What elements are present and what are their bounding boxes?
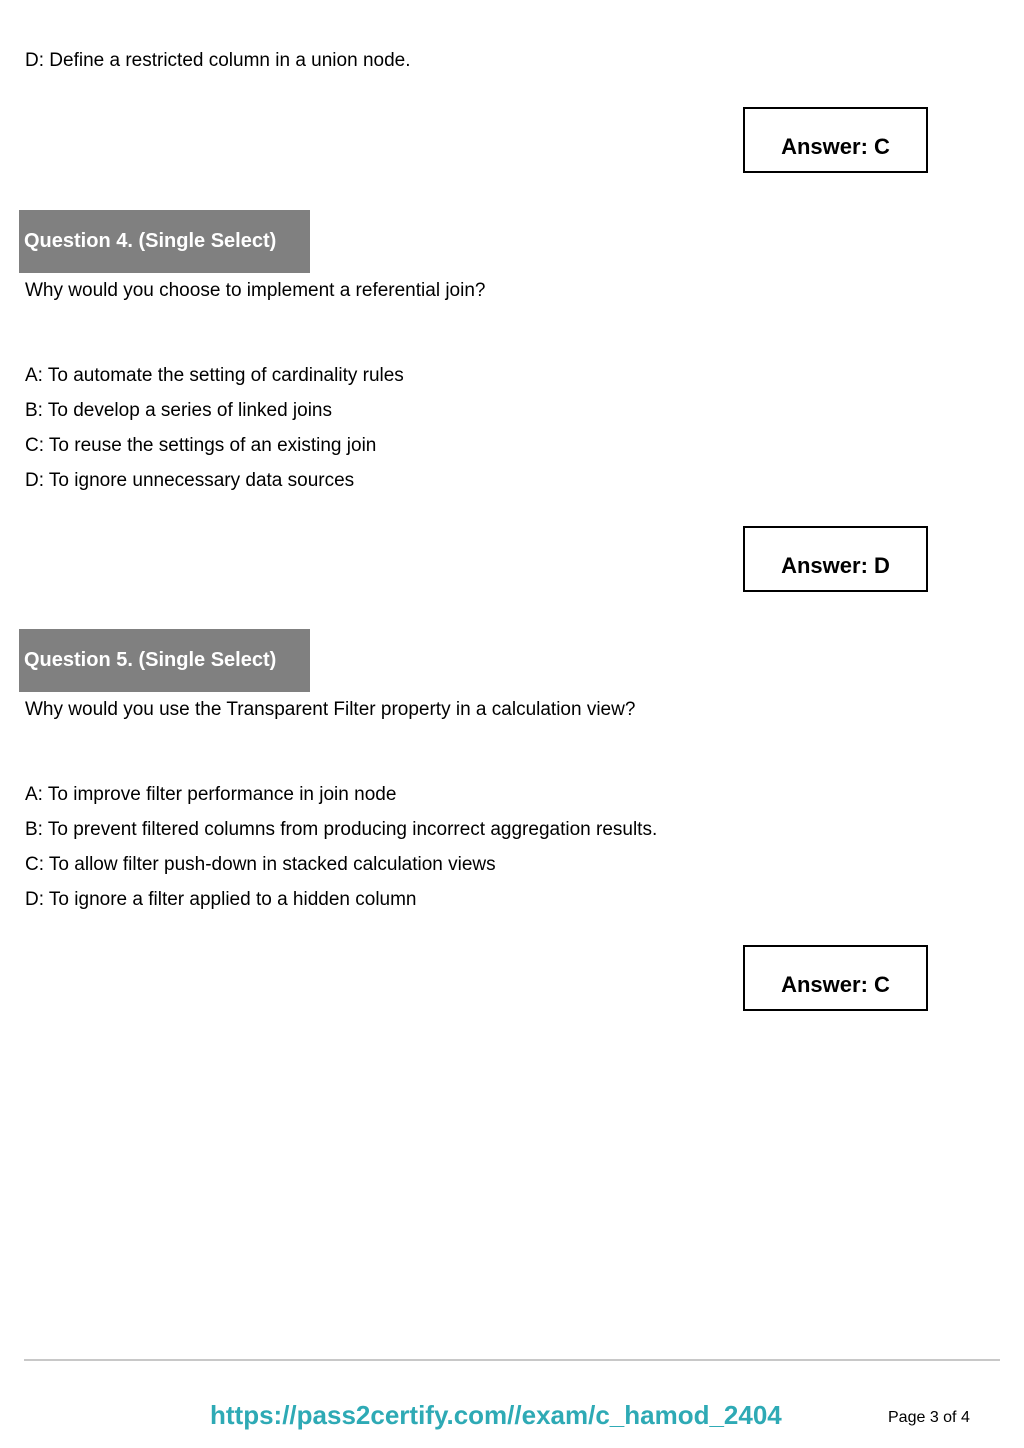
question-5-option-c: C: To allow filter push-down in stacked calculation views <box>25 854 496 875</box>
question-4-option-b: B: To develop a series of linked joins <box>25 400 332 421</box>
footer-url-link[interactable]: https://pass2certify.com//exam/c_hamod_2404 <box>210 1400 782 1430</box>
answer-box-q3: Answer: C <box>743 107 928 173</box>
answer-box-q4: Answer: D <box>743 526 928 592</box>
question-5-prompt: Why would you use the Transparent Filter property in a calculation view? <box>25 699 636 720</box>
option-d-prev: D: Define a restricted column in a union node. <box>25 50 411 71</box>
question-5-option-a: A: To improve filter performance in join node <box>25 784 397 805</box>
page-number: Page 3 of 4 <box>888 1409 970 1426</box>
question-4-option-d: D: To ignore unnecessary data sources <box>25 470 355 491</box>
question-4-prompt: Why would you choose to implement a referential join? <box>25 280 486 301</box>
footer-divider <box>24 1359 1000 1361</box>
question-5-option-b: B: To prevent filtered columns from producing incorrect aggregation results. <box>25 819 658 840</box>
question-4-option-a: A: To automate the setting of cardinality rules <box>25 365 404 386</box>
question-4-option-c: C: To reuse the settings of an existing join <box>25 435 377 456</box>
answer-box-q5: Answer: C <box>743 945 928 1011</box>
question-5-header: Question 5. (Single Select) <box>19 629 310 692</box>
question-5-option-d: D: To ignore a filter applied to a hidden column <box>25 889 417 910</box>
question-4-header: Question 4. (Single Select) <box>19 210 310 273</box>
